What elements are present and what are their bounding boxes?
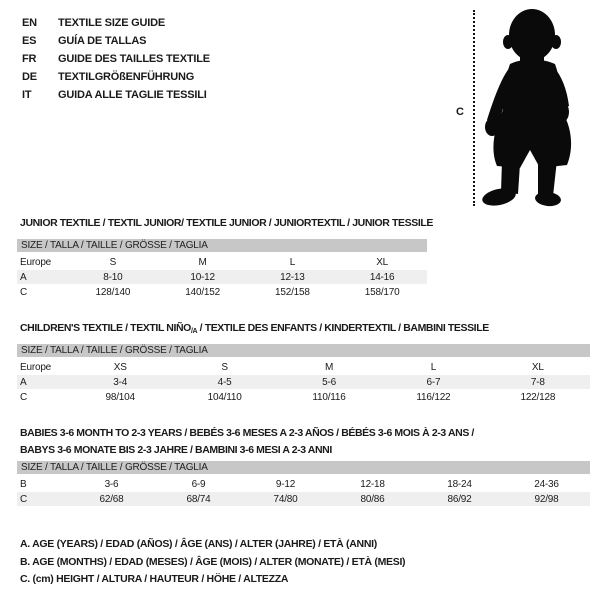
baby-figure	[440, 0, 600, 215]
language-title: TEXTILE SIZE GUIDE	[58, 17, 166, 29]
legend-line-a: A. AGE (YEARS) / EDAD (AÑOS) / ÂGE (ANS) / ALTER (JAHRE) / ETÀ (ANNI)	[20, 538, 377, 550]
size-cell: S	[109, 256, 117, 268]
babies-section-heading	[20, 425, 474, 459]
language-list	[22, 14, 210, 104]
language-code: ES	[22, 35, 37, 47]
size-table-row	[17, 360, 590, 374]
children-heading-suffix: / TEXTILE DES ENFANTS / KINDERTEXTIL / BAMBINI TESSILE	[197, 322, 489, 334]
row-label: C	[20, 493, 28, 505]
size-table-row	[17, 477, 590, 491]
size-cell: 4-5	[217, 376, 232, 388]
language-title: GUIDA ALLE TAGLIE TESSILI	[58, 89, 207, 101]
row-label: Europe	[20, 256, 52, 268]
size-cell: 62/68	[99, 493, 124, 505]
language-title: GUÍA DE TALLAS	[58, 35, 147, 47]
size-cell: 128/140	[95, 286, 131, 298]
size-cell: 6-9	[191, 478, 206, 490]
row-label: C	[20, 391, 28, 403]
size-cell: M	[324, 361, 334, 373]
size-cell: 158/170	[364, 286, 400, 298]
language-row	[22, 50, 210, 68]
language-code: FR	[22, 53, 37, 65]
size-cell: 152/158	[275, 286, 310, 298]
size-cell: 8-10	[103, 271, 123, 283]
size-cell: 24-36	[534, 478, 559, 490]
size-cell: 116/122	[416, 391, 451, 403]
size-header-bar: SIZE / TALLA / TAILLE / GRÖSSE / TAGLIA	[17, 239, 427, 252]
row-label: C	[20, 286, 28, 298]
size-cell: S	[221, 361, 228, 373]
size-table-row	[17, 255, 427, 269]
size-table-row	[17, 390, 590, 404]
size-cell: 10-12	[190, 271, 215, 283]
size-cell: XL	[376, 256, 389, 268]
children-heading-subscript: /A	[190, 328, 198, 335]
size-cell: 3-4	[113, 376, 128, 388]
size-cell: 5-6	[322, 376, 336, 388]
row-label: A	[20, 271, 27, 283]
babies-heading-line2: BABYS 3-6 MONATE BIS 2-3 JAHRE / BAMBINI 3-6 MESI A 2-3 ANNI	[20, 444, 332, 456]
size-header-bar: SIZE / TALLA / TAILLE / GRÖSSE / TAGLIA	[17, 344, 590, 357]
language-row	[22, 14, 210, 32]
children-size-table	[17, 344, 590, 405]
height-measure-label: C	[456, 106, 464, 118]
size-cell: 92/98	[534, 493, 559, 505]
children-section-heading	[20, 322, 489, 335]
junior-size-table	[17, 239, 427, 300]
babies-heading-line1: BABIES 3-6 MONTH TO 2-3 YEARS / BEBÉS 3-6 MESES A 2-3 AÑOS / BÉBÉS 3-6 MOIS À 2-3 ANS /	[20, 427, 474, 439]
legend-line-b: B. AGE (MONTHS) / EDAD (MESES) / ÂGE (MOIS) / ALTER (MONATE) / ETÀ (MESI)	[20, 555, 406, 568]
size-cell: 18-24	[447, 478, 472, 490]
size-cell: 86/92	[447, 493, 472, 505]
junior-table-rows	[17, 255, 427, 299]
measure-legend	[20, 536, 405, 589]
children-table-rows	[17, 360, 590, 404]
language-title: TEXTILGRÖßENFÜHRUNG	[58, 71, 195, 83]
babies-size-table	[17, 461, 590, 507]
size-cell: 12-13	[280, 271, 305, 283]
language-code: DE	[22, 71, 37, 83]
size-cell: 14-16	[369, 271, 395, 283]
size-cell: 12-18	[360, 478, 385, 490]
row-label: A	[20, 376, 27, 388]
language-title: GUIDE DES TAILLES TEXTILE	[58, 53, 210, 65]
size-cell: 98/104	[105, 391, 135, 403]
size-table-row	[17, 270, 427, 284]
language-code: EN	[22, 17, 37, 29]
size-cell: 9-12	[275, 478, 296, 490]
size-table-row	[17, 375, 590, 389]
language-row	[22, 32, 210, 50]
size-cell: 7-8	[530, 376, 545, 388]
size-cell: 110/116	[312, 391, 346, 403]
children-heading-prefix: CHILDREN'S TEXTILE / TEXTIL NIÑO	[20, 322, 191, 334]
junior-section-heading: JUNIOR TEXTILE / TEXTIL JUNIOR/ TEXTILE JUNIOR / JUNIORTEXTIL / JUNIOR TESSILE	[20, 217, 433, 229]
row-label: B	[20, 478, 27, 490]
size-cell: XS	[113, 361, 127, 373]
size-cell: L	[430, 361, 437, 373]
size-cell: 80/86	[360, 493, 385, 505]
language-code: IT	[22, 89, 32, 101]
size-header-bar: SIZE / TALLA / TAILLE / GRÖSSE / TAGLIA	[17, 461, 590, 474]
size-cell: 104/110	[207, 391, 242, 403]
size-cell: 74/80	[273, 493, 298, 505]
language-row	[22, 86, 210, 104]
language-row	[22, 68, 210, 86]
size-table-row	[17, 492, 590, 506]
size-cell: L	[289, 256, 296, 268]
size-cell: 6-7	[426, 376, 441, 388]
babies-table-rows	[17, 477, 590, 506]
size-cell: 140/152	[185, 286, 220, 298]
size-cell: XL	[531, 361, 544, 373]
legend-line-c: C. (cm) HEIGHT / ALTURA / HAUTEUR / HÖHE / ALTEZZA	[20, 573, 289, 585]
size-cell: 122/128	[520, 391, 556, 403]
row-label: Europe	[20, 361, 52, 373]
size-cell: 68/74	[186, 493, 211, 505]
size-table-row	[17, 285, 427, 299]
baby-silhouette-icon	[472, 8, 592, 208]
size-cell: 3-6	[104, 478, 119, 490]
size-cell: M	[198, 256, 207, 268]
